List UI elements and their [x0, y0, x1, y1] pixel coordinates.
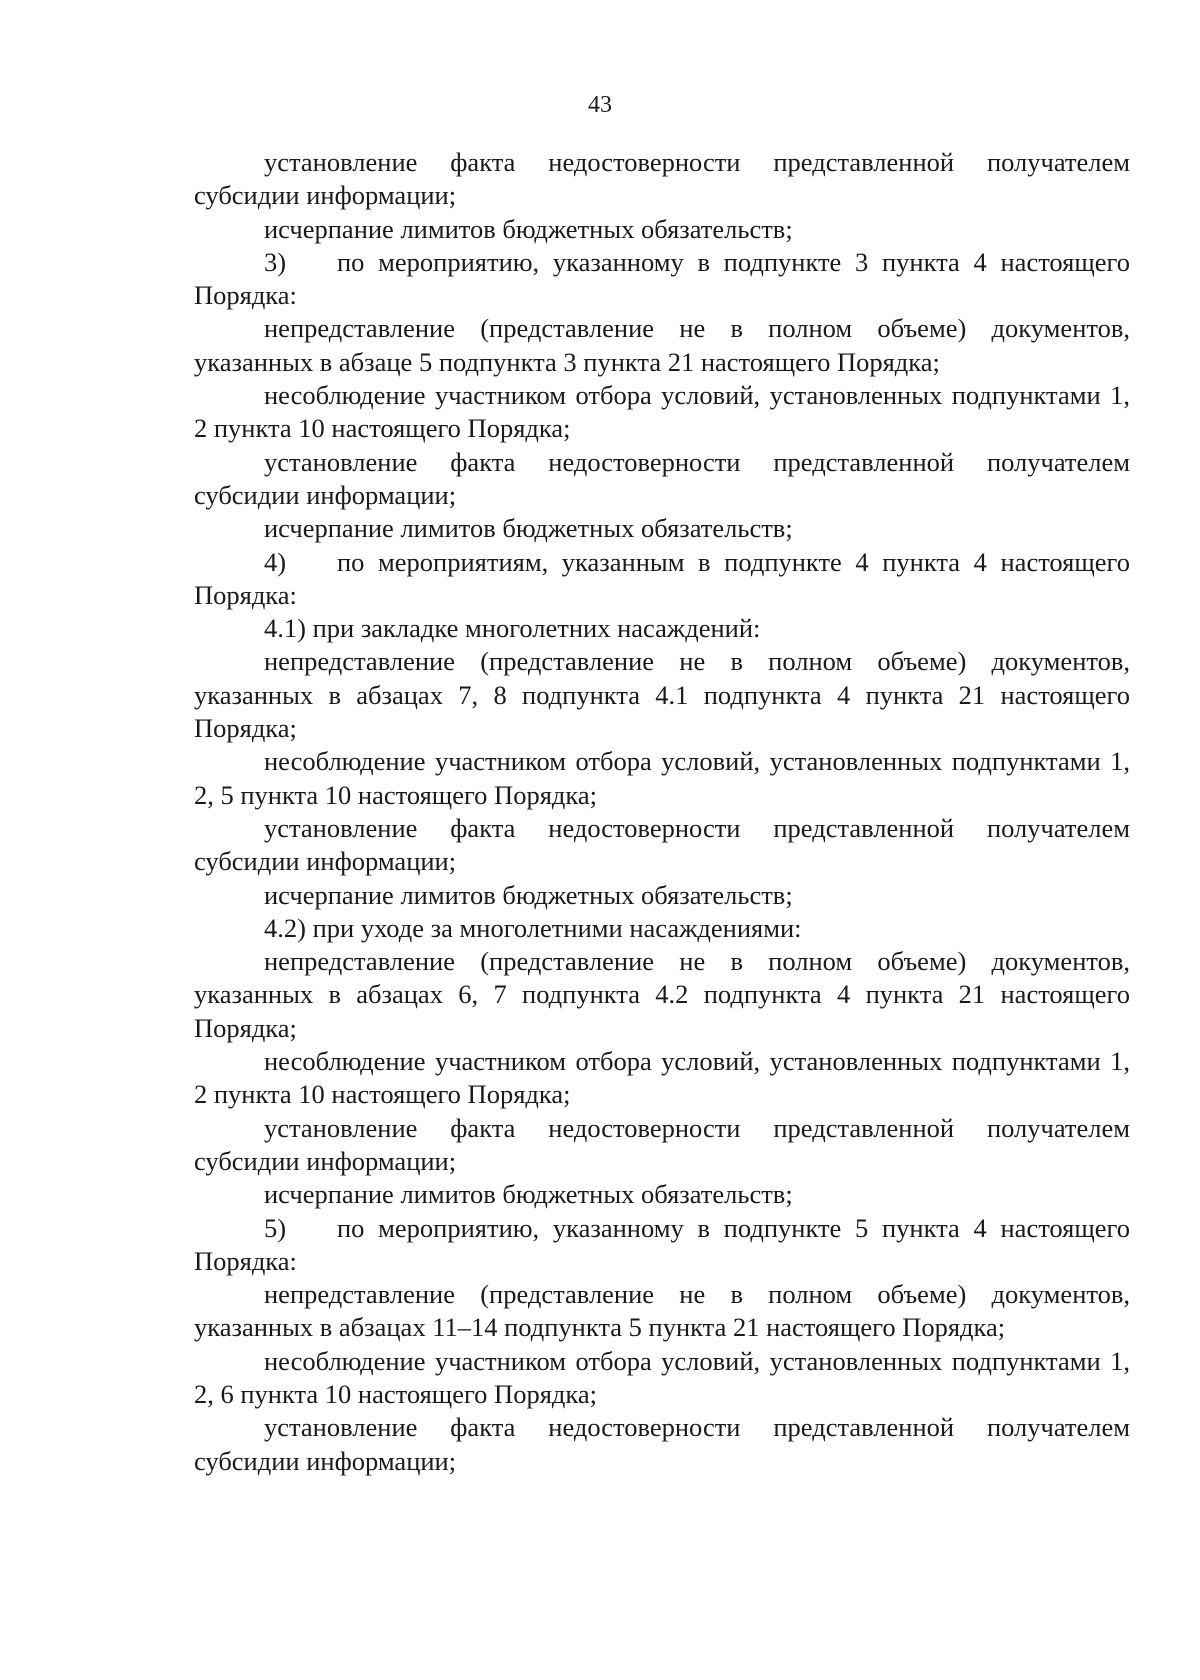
paragraph: несоблюдение участником отбора условий, установленных подпунктами 1, 2, 6 пункта 10 настоящего Порядка; [194, 1345, 1130, 1409]
paragraph: 4.2) при уходе за многолетними насаждениями: [264, 912, 802, 943]
page-number: 43 [588, 92, 612, 118]
paragraph: непредставление (представление не в полном объеме) документов, указанных в абзацах 6, 7 подпункта 4.2 подпункта 4 пункта 21 настоящего Порядка; [194, 946, 1130, 1043]
list-item-continuation: Порядка: [194, 280, 297, 311]
list-item [194, 1212, 1130, 1279]
paragraph: установление факта недостоверности представленной получателем субсидии информации; [194, 1112, 1130, 1176]
paragraph: установление факта недостоверности представленной получателем субсидии информации; [194, 446, 1130, 510]
paragraph: установление факта недостоверности представленной получателем субсидии информации; [194, 147, 1130, 211]
paragraph: несоблюдение участником отбора условий, установленных подпунктами 1, 2 пункта 10 настоящего Порядка; [194, 1046, 1130, 1110]
paragraph: несоблюдение участником отбора условий, установленных подпунктами 1, 2, 5 пункта 10 настоящего Порядка; [194, 746, 1130, 810]
list-item [194, 546, 1130, 613]
paragraph: непредставление (представление не в полном объеме) документов, указанных в абзацах 7, 8 подпункта 4.1 подпункта 4 пункта 21 настоящего Порядка; [194, 646, 1130, 744]
list-item-number: 5) [264, 1212, 287, 1243]
list-item-continuation: Порядка: [194, 1245, 297, 1276]
list-item-head [194, 546, 1130, 579]
paragraph: исчерпание лимитов бюджетных обязательств; [264, 1179, 793, 1210]
list-item-head [194, 246, 1130, 279]
list-item-text: по мероприятию, указанному в подпункте 3 пункта 4 настоящего [337, 246, 1130, 277]
paragraph: непредставление (представление не в полном объеме) документов, указанных в абзаце 5 подпункта 3 пункта 21 настоящего Порядка; [194, 313, 1130, 377]
list-item-text: по мероприятиям, указанным в подпункте 4 пункта 4 настоящего [337, 546, 1130, 577]
list-item-continuation: Порядка: [194, 579, 297, 610]
list-item-text: по мероприятию, указанному в подпункте 5 пункта 4 настоящего [337, 1212, 1130, 1243]
paragraph: установление факта недостоверности представленной получателем субсидии информации; [194, 1412, 1130, 1476]
document-body [194, 146, 1130, 1478]
list-item [194, 246, 1130, 313]
paragraph: исчерпание лимитов бюджетных обязательств; [264, 513, 793, 544]
paragraph: установление факта недостоверности представленной получателем субсидии информации; [194, 812, 1130, 877]
paragraph: исчерпание лимитов бюджетных обязательств; [264, 213, 793, 244]
paragraph: несоблюдение участником отбора условий, установленных подпунктами 1, 2 пункта 10 настоящего Порядка; [194, 380, 1130, 444]
paragraph: непредставление (представление не в полном объеме) документов, указанных в абзацах 11–14 подпункта 5 пункта 21 настоящего Порядка; [194, 1279, 1130, 1343]
list-item-number: 4) [264, 546, 287, 577]
paragraph: 4.1) при закладке многолетних насаждений: [264, 613, 761, 644]
list-item-number: 3) [264, 246, 287, 277]
list-item-head [194, 1212, 1130, 1245]
paragraph: исчерпание лимитов бюджетных обязательств; [264, 879, 793, 910]
